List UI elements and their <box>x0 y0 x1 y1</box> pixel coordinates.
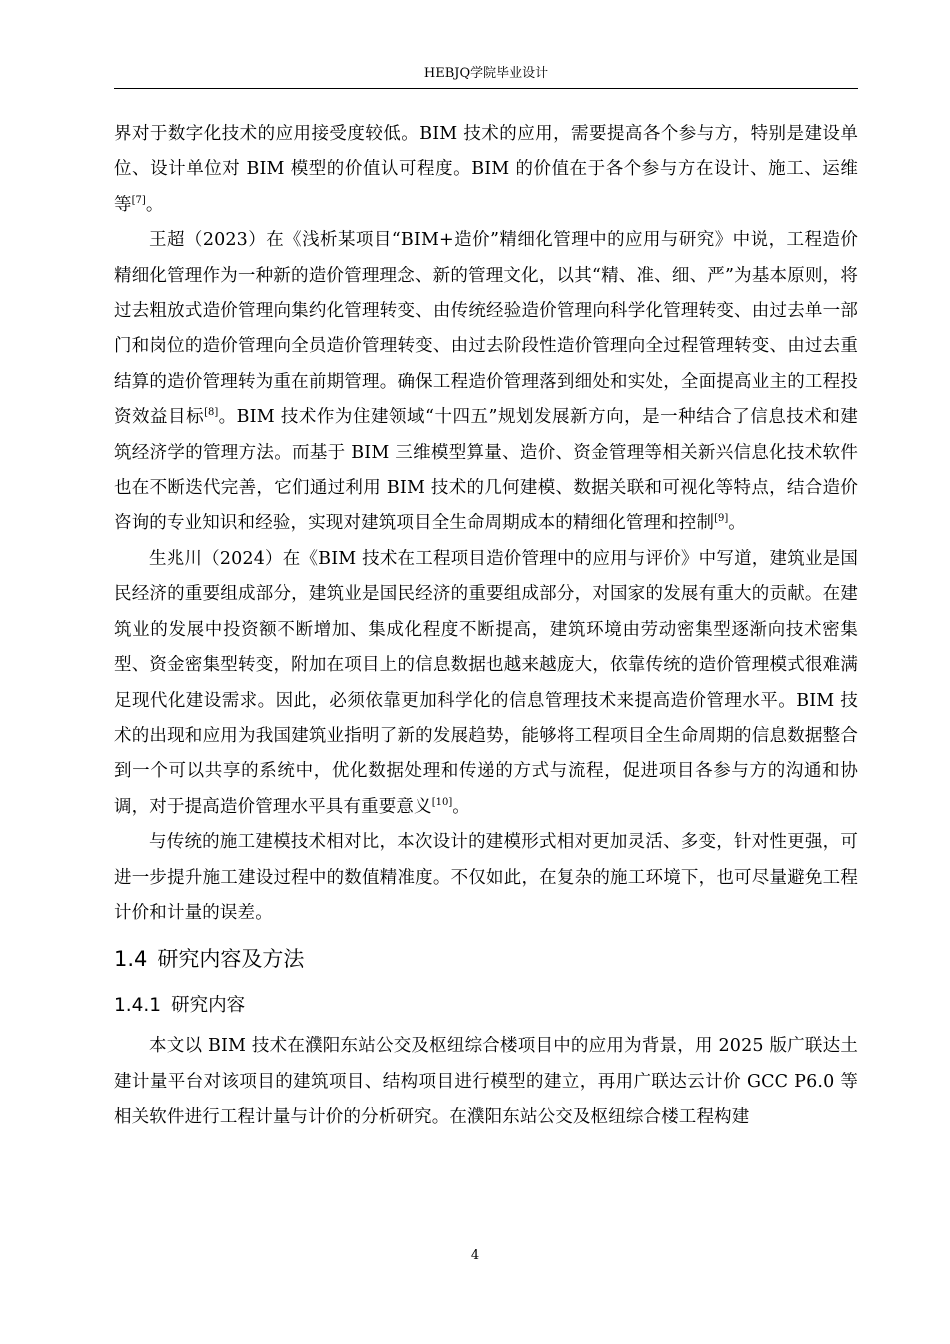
section-number: 1.4 <box>114 947 148 972</box>
paragraph-end: 。 <box>728 513 746 534</box>
subsection-title: 研究内容 <box>171 995 246 1017</box>
paragraph-text: 生兆川（2024）在《BIM 技术在工程项目造价管理中的应用与评价》中写道，建筑业是国民经济的重要组成部分，建筑业是国民经济的重要组成部分，对国家的发展有重大的贡献。在建筑业的发展中投资额不断增加、集成化程度不断提高，建筑环境由劳动密集型逐渐向技术密集型、资金密集型转变，附加在项目上的信息数据也越来越庞大，依靠传统的造价管理模式很难满足现代化建设需求。因此，必须依靠更加科学化的信息管理技术来提高造价管理水平。BIM 技术的出现和应用为我国建筑业指明了新的发展趋势，能够将工程项目全生命周期的信息数据整合到一个可以共享的系统中，优化数据处理和传递的方式与流程，促进项目各参与方的沟通和协调，对于提高造价管理水平具有重要意义 <box>114 548 858 817</box>
paragraph-text: 。BIM 技术作为住建领域“十四五”规划发展新方向，是一种结合了信息技术和建筑经济学的管理方法。而基于 BIM 三维模型算量、造价、资金管理等相关新兴信息化技术软件也在不断迭代完善，它们通过利用 BIM 技术的几何建模、数据关联和可视化等特点，结合造价咨询的专业知识和经验，实现对建筑项目全生命周期成本的精细化管理和控制 <box>114 407 858 534</box>
paragraph-text: 界对于数字化技术的应用接受度较低。BIM 技术的应用，需要提高各个参与方，特别是建设单位、设计单位对 BIM 模型的价值认可程度。BIM 的价值在于各个参与方在设计、施工、运维等 <box>114 124 858 215</box>
section-heading <box>114 935 858 983</box>
paragraph <box>114 117 858 223</box>
citation-ref: [10] <box>431 796 453 808</box>
paragraph <box>114 1029 858 1135</box>
paragraph-text: 与传统的施工建模技术相对比，本次设计的建模形式相对更加灵活、多变，针对性更强，可进一步提升施工建设过程中的数值精准度。不仅如此，在复杂的施工环境下，也可尽量避免工程计价和计量的误差。 <box>114 832 858 923</box>
paragraph-text: 本文以 BIM 技术在濮阳东站公交及枢纽综合楼项目中的应用为背景，用 2025 版广联达土建计量平台对该项目的建筑项目、结构项目进行模型的建立，再用广联达云计价 GCC P6.0 等相关软件进行工程计量与计价的分析研究。在濮阳东站公交及枢纽综合楼工程构建 <box>114 1036 858 1128</box>
section-title: 研究内容及方法 <box>157 947 305 972</box>
paragraph <box>114 542 858 825</box>
citation-ref: [9] <box>714 513 729 525</box>
subsection-number: 1.4.1 <box>114 995 162 1017</box>
paragraph <box>114 825 858 931</box>
paragraph-text: 王超（2023）在《浅析某项目“BIM+造价”精细化管理中的应用与研究》中说，工程造价精细化管理作为一种新的造价管理理念、新的管理文化，以其“精、准、细、严”为基本原则，将过去粗放式造价管理向集约化管理转变、由传统经验造价管理向科学化管理转变、由过去单一部门和岗位的造价管理向全员造价管理转变、由过去阶段性造价管理向全过程管理转变、由过去重结算的造价管理转为重在前期管理。确保工程造价管理落到细处和实处，全面提高业主的工程投资效益目标 <box>114 230 858 428</box>
page-header <box>114 66 858 89</box>
header-title: HEBJQ学院毕业设计 <box>423 66 549 81</box>
paragraph-end: 。 <box>145 194 164 215</box>
subsection-heading <box>114 983 858 1029</box>
citation-ref: [8] <box>204 407 219 419</box>
page-number: 4 <box>470 1248 480 1263</box>
citation-ref: [7] <box>131 194 146 206</box>
paragraph <box>114 223 858 542</box>
page-body <box>114 117 858 1136</box>
paragraph-end: 。 <box>452 796 470 817</box>
